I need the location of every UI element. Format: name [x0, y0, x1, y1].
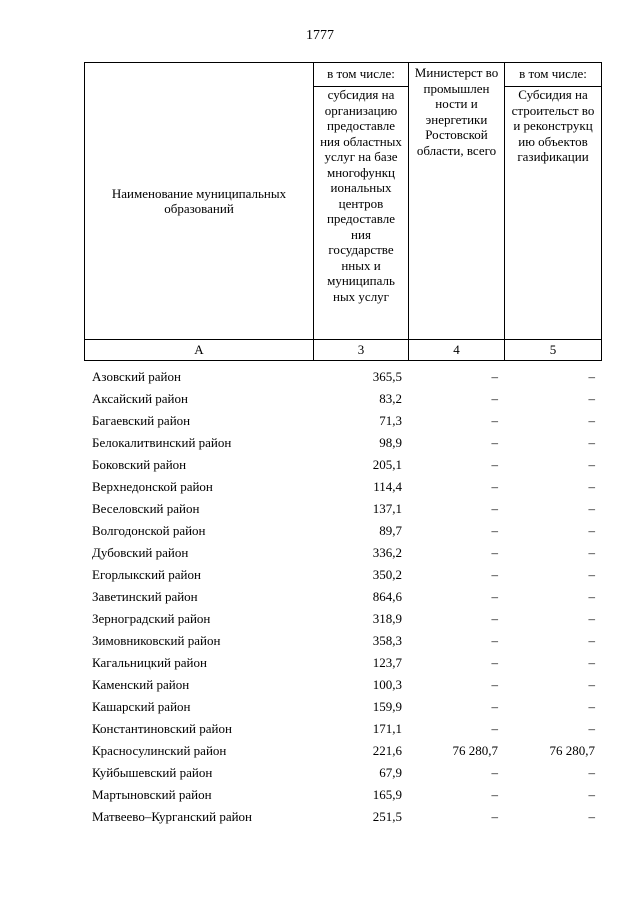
col5-value: –	[588, 655, 595, 670]
municipality-name: Красносулинский район	[92, 743, 227, 758]
col5-value: –	[588, 633, 595, 648]
municipality-name: Багаевский район	[92, 413, 191, 428]
col5-value: –	[588, 677, 595, 692]
table-header	[84, 62, 602, 361]
col4-value: –	[491, 369, 498, 384]
col4-value: –	[491, 787, 498, 802]
col5-value: –	[588, 413, 595, 428]
col3-value: 336,2	[372, 545, 402, 560]
col3-value: 98,9	[379, 435, 402, 450]
column-number-a: А	[85, 340, 314, 361]
col5-value: –	[588, 369, 595, 384]
col4-value: 76 280,7	[452, 743, 498, 758]
col5-value: –	[588, 787, 595, 802]
header-col3-including: в том числе:	[314, 63, 409, 87]
municipality-name: Зерноградский район	[92, 611, 211, 626]
col3-value: 123,7	[372, 655, 402, 670]
col3-value: 350,2	[372, 567, 402, 582]
col5-value: –	[588, 391, 595, 406]
col5-value: 76 280,7	[549, 743, 595, 758]
table-row	[84, 696, 601, 718]
municipality-name: Боковский район	[92, 457, 187, 472]
col5-value: –	[588, 545, 595, 560]
col4-value: –	[491, 721, 498, 736]
header-col5-gasification-subsidy: Субсидия на строительст во и реконструкц ию объектов газификации	[505, 87, 602, 340]
col3-value: 318,9	[372, 611, 402, 626]
municipality-name: Егорлыкский район	[92, 567, 201, 582]
municipality-name: Аксайский район	[92, 391, 188, 406]
header-col5-including: в том числе:	[505, 63, 602, 87]
header-col4-ministry-industry: Министерст во промышлен ности и энергетики Ростовской области, всего	[409, 63, 505, 340]
col4-value: –	[491, 457, 498, 472]
col5-value: –	[588, 765, 595, 780]
municipality-name: Белокалитвинский район	[92, 435, 232, 450]
data-table	[84, 366, 601, 828]
table-row	[84, 784, 601, 806]
column-number-row	[85, 340, 602, 361]
col5-value: –	[588, 457, 595, 472]
col4-value: –	[491, 677, 498, 692]
municipality-name: Куйбышевский район	[92, 765, 213, 780]
column-number-4: 4	[409, 340, 505, 361]
col3-value: 67,9	[379, 765, 402, 780]
table-row	[84, 630, 601, 652]
col3-value: 89,7	[379, 523, 402, 538]
col4-value: –	[491, 765, 498, 780]
header-col3-subsidy-mfc: субсидия на организацию предоставле ния областных услуг на базе многофункц иональных центров предоставле ния государстве нных и муниципаль ных услуг	[314, 87, 409, 340]
col3-value: 171,1	[372, 721, 402, 736]
col5-value: –	[588, 435, 595, 450]
municipality-name: Зимовниковский район	[92, 633, 221, 648]
table-row	[84, 586, 601, 608]
table-row	[84, 652, 601, 674]
col5-value: –	[588, 501, 595, 516]
col3-value: 159,9	[372, 699, 402, 714]
col3-value: 114,4	[373, 479, 402, 494]
col4-value: –	[491, 413, 498, 428]
table-row	[84, 740, 601, 762]
col5-value: –	[588, 721, 595, 736]
municipality-name: Заветинский район	[92, 589, 198, 604]
municipality-name: Матвеево–Курганский район	[92, 809, 253, 824]
col3-value: 71,3	[379, 413, 402, 428]
col5-value: –	[588, 809, 595, 824]
col3-value: 864,6	[372, 589, 402, 604]
municipality-name: Кагальницкий район	[92, 655, 207, 670]
col3-value: 205,1	[372, 457, 402, 472]
municipality-name: Веселовский район	[92, 501, 200, 516]
municipality-name: Константиновский район	[92, 721, 232, 736]
col4-value: –	[491, 545, 498, 560]
header-municipality-name: Наименование муниципальных образований	[85, 63, 314, 340]
municipality-name: Азовский район	[92, 369, 181, 384]
col5-value: –	[588, 567, 595, 582]
col5-value: –	[588, 589, 595, 604]
municipality-name: Каменский район	[92, 677, 190, 692]
col4-value: –	[491, 479, 498, 494]
col4-value: –	[491, 589, 498, 604]
col4-value: –	[491, 501, 498, 516]
table-row	[84, 410, 601, 432]
table-row	[84, 608, 601, 630]
col4-value: –	[491, 633, 498, 648]
municipality-name: Дубовский район	[92, 545, 189, 560]
municipality-name: Верхнедонской район	[92, 479, 213, 494]
col4-value: –	[491, 523, 498, 538]
table-row	[84, 476, 601, 498]
col5-value: –	[588, 523, 595, 538]
table-row	[84, 498, 601, 520]
table-row	[84, 542, 601, 564]
page-number: 1777	[306, 28, 334, 43]
col4-value: –	[491, 435, 498, 450]
col4-value: –	[491, 391, 498, 406]
col3-value: 165,9	[372, 787, 402, 802]
col4-value: –	[491, 809, 498, 824]
col5-value: –	[588, 479, 595, 494]
table-row	[84, 366, 601, 388]
table-row	[84, 718, 601, 740]
table-row	[84, 520, 601, 542]
table-row	[84, 674, 601, 696]
col4-value: –	[491, 655, 498, 670]
table-row	[84, 432, 601, 454]
table-row	[84, 454, 601, 476]
col3-value: 365,5	[372, 369, 402, 384]
col4-value: –	[491, 611, 498, 626]
column-number-5: 5	[505, 340, 602, 361]
col4-value: –	[491, 567, 498, 582]
municipality-name: Мартыновский район	[92, 787, 212, 802]
col3-value: 251,5	[372, 809, 402, 824]
col5-value: –	[588, 611, 595, 626]
col3-value: 358,3	[372, 633, 402, 648]
table-row	[84, 564, 601, 586]
col5-value: –	[588, 699, 595, 714]
col3-value: 221,6	[372, 743, 402, 758]
column-number-3: 3	[314, 340, 409, 361]
table-row	[84, 806, 601, 828]
col3-value: 83,2	[379, 391, 402, 406]
col3-value: 100,3	[372, 677, 402, 692]
col3-value: 137,1	[372, 501, 402, 516]
municipality-name: Кашарский район	[92, 699, 191, 714]
table-row	[84, 388, 601, 410]
municipality-name: Волгодонской район	[92, 523, 206, 538]
col4-value: –	[491, 699, 498, 714]
table-row	[84, 762, 601, 784]
